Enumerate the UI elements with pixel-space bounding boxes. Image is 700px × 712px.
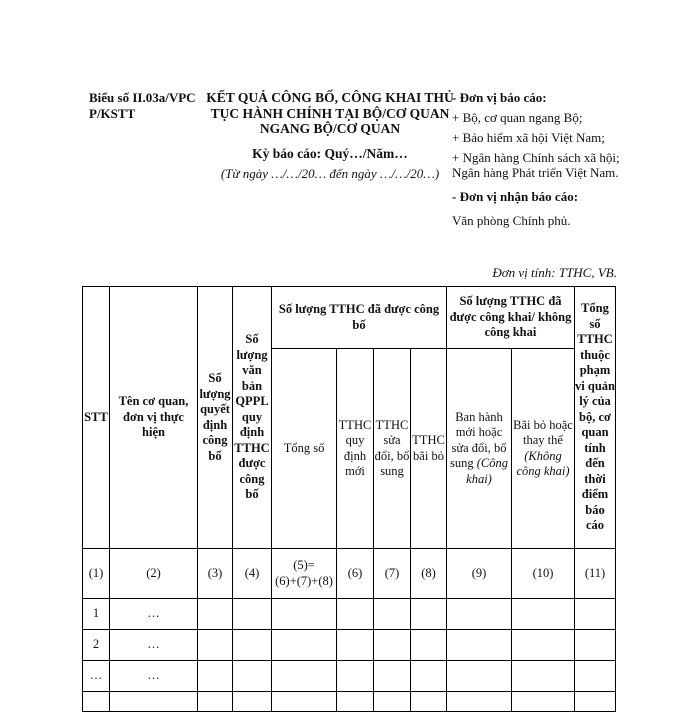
cell xyxy=(198,692,233,712)
column-number: (7) xyxy=(374,549,411,599)
cell xyxy=(411,692,447,712)
cell xyxy=(512,661,575,692)
cell xyxy=(272,630,337,661)
cell xyxy=(233,692,272,712)
table-row xyxy=(83,692,616,712)
header-replaced xyxy=(512,349,575,549)
cell xyxy=(110,692,198,712)
receiving-unit-heading: - Đơn vị nhận báo cáo: xyxy=(452,189,579,204)
cell xyxy=(198,599,233,630)
cell xyxy=(83,692,110,712)
cell xyxy=(198,661,233,692)
column-number: (8) xyxy=(411,549,447,599)
reporting-info xyxy=(452,90,632,228)
reporting-unit-item: + Ngân hàng Chính sách xã hội; Ngân hàng Phát triển Việt Nam. xyxy=(452,150,620,180)
cell xyxy=(447,692,512,712)
row-agency-name: … xyxy=(110,630,198,661)
cell xyxy=(374,599,411,630)
header-announced-group: Số lượng TTHC đã được công bố xyxy=(272,287,447,349)
cell xyxy=(575,661,616,692)
header-replaced-note: (Không công khai) xyxy=(516,448,570,478)
column-number: (3) xyxy=(198,549,233,599)
header-new: TTHC quy định mới xyxy=(337,349,374,549)
header-amended: TTHC sửa đổi, bổ sung xyxy=(374,349,411,549)
cell xyxy=(512,630,575,661)
row-agency-name: … xyxy=(110,661,198,692)
cell xyxy=(447,599,512,630)
column-number: (1) xyxy=(83,549,110,599)
header-public-group: Số lượng TTHC đã được công khai/ không công khai xyxy=(447,287,575,349)
reporting-unit-item: + Bộ, cơ quan ngang Bộ; xyxy=(452,110,583,125)
header-issued xyxy=(447,349,512,549)
table-row xyxy=(83,630,616,661)
reporting-unit-heading: - Đơn vị báo cáo: xyxy=(452,90,547,105)
report-period: Kỳ báo cáo: Quý…/Năm… xyxy=(252,145,408,161)
cell xyxy=(337,692,374,712)
cell xyxy=(512,692,575,712)
cell xyxy=(447,661,512,692)
cell xyxy=(374,661,411,692)
cell xyxy=(272,661,337,692)
report-title: KẾT QUẢ CÔNG BỐ, CÔNG KHAI THỦ TỤC HÀNH CHÍNH TẠI BỘ/CƠ QUAN NGANG BỘ/CƠ QUAN xyxy=(206,90,454,136)
cell xyxy=(233,661,272,692)
cell xyxy=(447,630,512,661)
column-number: (9) xyxy=(447,549,512,599)
cell xyxy=(233,599,272,630)
header-legal-docs: Số lượng văn bản QPPL quy định TTHC được công bố xyxy=(233,287,272,549)
table-row xyxy=(83,599,616,630)
header-issued-note: (Công khai) xyxy=(466,456,508,486)
header-stt: STT xyxy=(83,287,110,549)
cell xyxy=(411,661,447,692)
cell xyxy=(272,599,337,630)
column-number: (4) xyxy=(233,549,272,599)
cell xyxy=(198,630,233,661)
header-abolished: TTHC bãi bỏ xyxy=(411,349,447,549)
cell xyxy=(337,599,374,630)
title-block xyxy=(205,90,455,182)
cell xyxy=(512,599,575,630)
cell xyxy=(272,692,337,712)
receiving-unit-value: Văn phòng Chính phủ. xyxy=(452,213,571,228)
header-managed-total: Tổng số TTHC thuộc phạm vi quản lý của bộ, cơ quan tính đến thời điểm báo cáo xyxy=(575,287,616,549)
row-number: 2 xyxy=(83,630,110,661)
row-number: … xyxy=(83,661,110,692)
row-agency-name: … xyxy=(110,599,198,630)
cell xyxy=(374,692,411,712)
table-row xyxy=(83,661,616,692)
unit-note: Đơn vị tính: TTHC, VB. xyxy=(492,265,617,280)
column-number: (2) xyxy=(110,549,198,599)
header-total: Tổng số xyxy=(272,349,337,549)
header-decisions: Số lượng quyết định công bố xyxy=(198,287,233,549)
row-number: 1 xyxy=(83,599,110,630)
form-code: Biểu số II.03a/VPCP/KSTT xyxy=(89,90,196,121)
cell xyxy=(411,599,447,630)
cell xyxy=(575,692,616,712)
column-number: (10) xyxy=(512,549,575,599)
cell xyxy=(337,661,374,692)
reporting-unit-item: + Bảo hiểm xã hội Việt Nam; xyxy=(452,130,605,145)
cell xyxy=(575,630,616,661)
cell xyxy=(233,630,272,661)
header-agency: Tên cơ quan, đơn vị thực hiện xyxy=(110,287,198,549)
report-table xyxy=(82,286,616,712)
cell xyxy=(374,630,411,661)
header-issued-text: Ban hành mới hoặc sửa đổi, bổ sung xyxy=(450,409,507,471)
cell xyxy=(575,599,616,630)
header-replaced-text: Bãi bỏ hoặc thay thế xyxy=(513,417,573,447)
column-number: (11) xyxy=(575,549,616,599)
report-date-range: (Từ ngày …/…/20… đến ngày …/…/20…) xyxy=(220,165,440,181)
cell xyxy=(411,630,447,661)
cell xyxy=(337,630,374,661)
column-number: (5)= (6)+(7)+(8) xyxy=(272,549,337,599)
column-number: (6) xyxy=(337,549,374,599)
